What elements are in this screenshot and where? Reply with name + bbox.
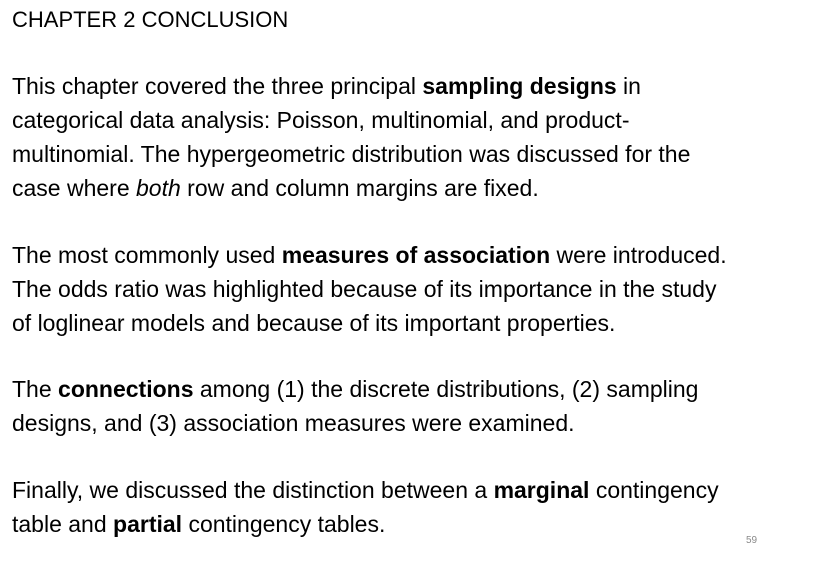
paragraph-line	[12, 372, 812, 406]
text-run: table and	[12, 511, 114, 537]
paragraph-line: The odds ratio was highlighted because of its importance in the study	[12, 276, 717, 302]
bold-term-partial: partial	[113, 511, 183, 537]
bold-term-sampling-designs: sampling designs	[422, 73, 617, 99]
paragraph-line: categorical data analysis: Poisson, multinomial, and product-	[12, 107, 630, 133]
paragraph-line	[12, 507, 812, 541]
paragraph-contingency-tables	[12, 473, 812, 541]
text-run: row and column margins are fixed.	[180, 175, 539, 201]
text-run: among (1) the discrete distributions, (2) sampling	[193, 376, 699, 402]
text-run: This chapter covered the three principal	[12, 73, 423, 99]
paragraph-measures-of-association	[12, 238, 812, 340]
bold-term-marginal: marginal	[493, 477, 590, 503]
text-run: The	[12, 376, 59, 402]
paragraph-line: of loglinear models and because of its important properties.	[12, 310, 616, 336]
text-run: in	[616, 73, 641, 99]
italic-term-both: both	[136, 175, 181, 201]
text-run: The most commonly used	[12, 242, 282, 268]
text-run: contingency	[589, 477, 719, 503]
paragraph-line	[12, 69, 812, 103]
paragraph-line	[12, 473, 812, 507]
text-run: Finally, we discussed the distinction between a	[12, 477, 494, 503]
paragraph-line: designs, and (3) association measures were examined.	[12, 410, 575, 436]
paragraph-line: multinomial. The hypergeometric distribution was discussed for the	[12, 141, 691, 167]
paragraph-sampling-designs	[12, 69, 812, 205]
text-run: contingency tables.	[182, 511, 386, 537]
text-run: case where	[12, 175, 137, 201]
bold-term-connections: connections	[58, 376, 194, 402]
bold-term-measures-of-association: measures of association	[281, 242, 551, 268]
paragraph-line	[12, 238, 812, 272]
text-run: were introduced.	[550, 242, 727, 268]
page-number: 59	[746, 535, 758, 546]
paragraph-line	[12, 171, 812, 205]
slide-title: CHAPTER 2 CONCLUSION	[12, 7, 289, 32]
paragraph-connections	[12, 372, 812, 440]
